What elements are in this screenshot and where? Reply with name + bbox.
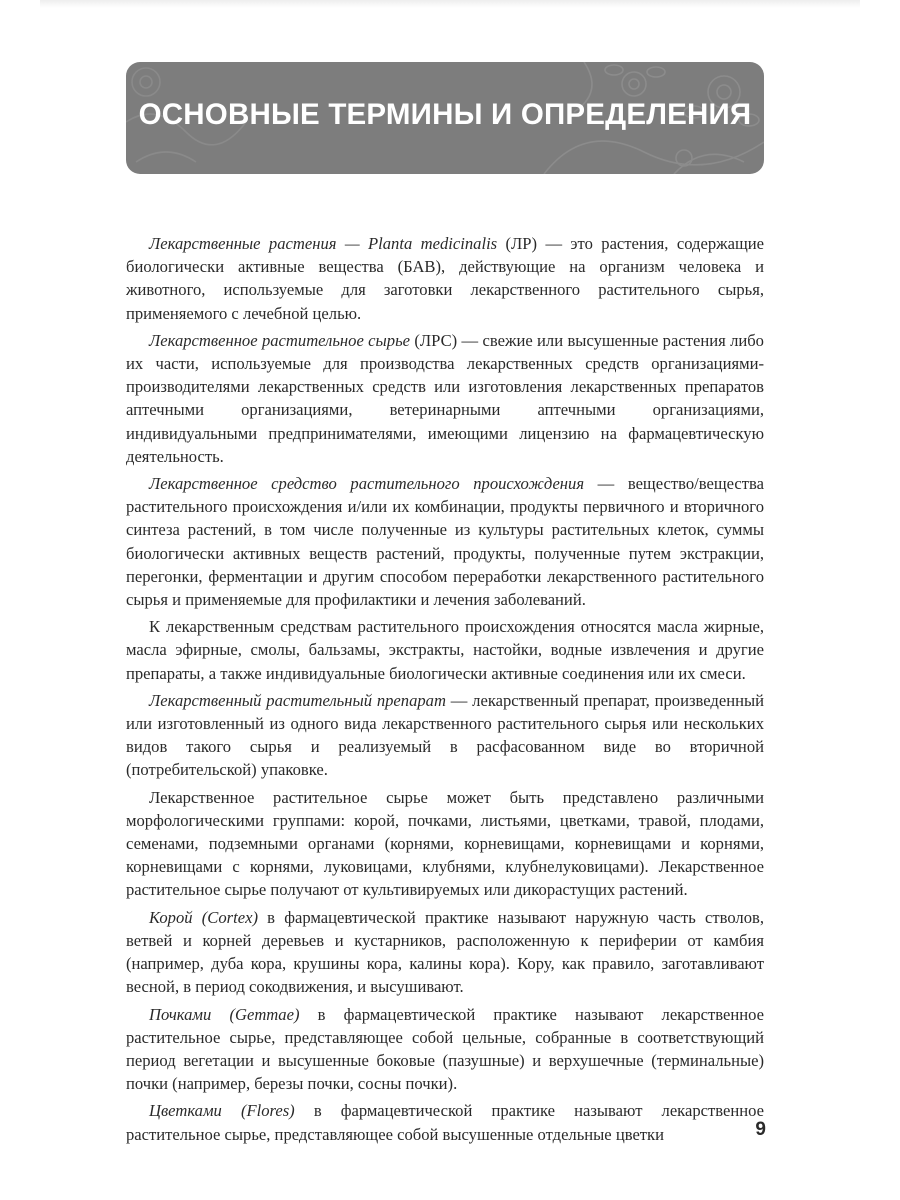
- paragraph-text: (ЛРС) — свежие или высушенные растения либо их части, используемые для производства лекарственных средств организациями-производителями лекарственных средств или изготовления лекарственных препаратов аптечными организациями, ветеринарными аптечными организациями, индивидуальными предпринимателями, имеющими лицензию на фармацевтическую деятельность.: [126, 330, 764, 466]
- paragraph: [126, 329, 764, 468]
- paragraph-text: — вещество/вещества растительного происхождения и/или их комбинации, продукты первичного и вторичного синтеза растений, в том числе полученные из культуры растительных клеток, суммы биологически активных веществ растений, продукты, полученные путем экстракции, перегонки, ферментации и другим способом переработки лекарственного растительного сырья и применяемые для профилактики и лечения заболеваний.: [126, 474, 764, 610]
- paragraph-text: в фармацевтической практике называют лекарственное растительное сырье, представляющее собой цельные, собранные в соответствующий период вегетации и высушенные боковые (пазушные) и верхушечные (терминальные) почки (например, березы почки, сосны почки).: [126, 1004, 765, 1094]
- paragraph-term: Лекарственные растения — Planta medicinalis: [149, 234, 498, 253]
- paragraph-text: (ЛР) — это растения, содержащие биологически активные вещества (БАВ), действующие на организм человека и животного, используемые для заготовки лекарственного растительного сырья, применяемого с лечебной целью.: [126, 234, 764, 323]
- paragraph: [126, 232, 764, 325]
- paragraph-term: Лекарственный растительный препарат: [149, 690, 446, 710]
- paragraph: [126, 1003, 764, 1096]
- chapter-banner: [126, 62, 764, 174]
- paragraph-term: Корой (Cortex): [149, 907, 258, 927]
- paragraph: [126, 615, 764, 685]
- paragraph-text: Лекарственное растительное сырье может быть представлено различными морфологическими группами: корой, почками, листьями, цветками, травой, плодами, семенами, подземными органами (корнями, корневищами, корневищами и корнями, корневищами с корнями, луковицами, клубнями, клубнелуковицами). Лекарственное растительное сырье получают от культивируемых или дикорастущих растений.: [126, 787, 764, 900]
- paragraph: [126, 689, 764, 782]
- paragraph-text: в фармацевтической практике называют лекарственное растительное сырье, представляющее собой высушенные отдельные цветки: [126, 1101, 765, 1144]
- paragraph-text: в фармацевтической практике называют наружную часть стволов, ветвей и корней деревьев и кустарников, расположенную к периферии от камбия (например, дуба кора, крушины кора, калины кора). Кору, как правило, заготавливают весной, в период сокодвижения, и высушивают.: [126, 907, 764, 997]
- paragraph-term: Цветками (Flores): [149, 1101, 295, 1121]
- paragraph-term: Почками (Gemmae): [149, 1004, 300, 1024]
- paragraph: [126, 1099, 764, 1145]
- paragraph: [126, 906, 764, 999]
- paragraph-text: К лекарственным средствам растительного происхождения относятся масла жирные, масла эфирные, смолы, бальзамы, экстракты, настойки, водные извлечения и другие препараты, а также индивидуальные биологически активные соединения или их смеси.: [126, 617, 764, 683]
- top-edge-shadow: [40, 0, 860, 8]
- paragraph-text: — лекарственный препарат, произведенный или изготовленный из одного вида лекарственного растительного сырья или нескольких видов такого сырья и реализуемый в расфасованном виде во вторичной (потребительской) упаковке.: [126, 690, 764, 780]
- paragraph: [126, 786, 764, 902]
- paragraph-term: Лекарственное средство растительного происхождения: [149, 474, 585, 494]
- chapter-title: ОСНОВНЫЕ ТЕРМИНЫ И ОПРЕДЕЛЕНИЯ: [138, 98, 752, 131]
- paragraph-term: Лекарственное растительное сырье: [149, 330, 410, 350]
- body-text: [126, 232, 764, 1150]
- page-number: 9: [755, 1119, 766, 1140]
- paragraph: [126, 472, 764, 611]
